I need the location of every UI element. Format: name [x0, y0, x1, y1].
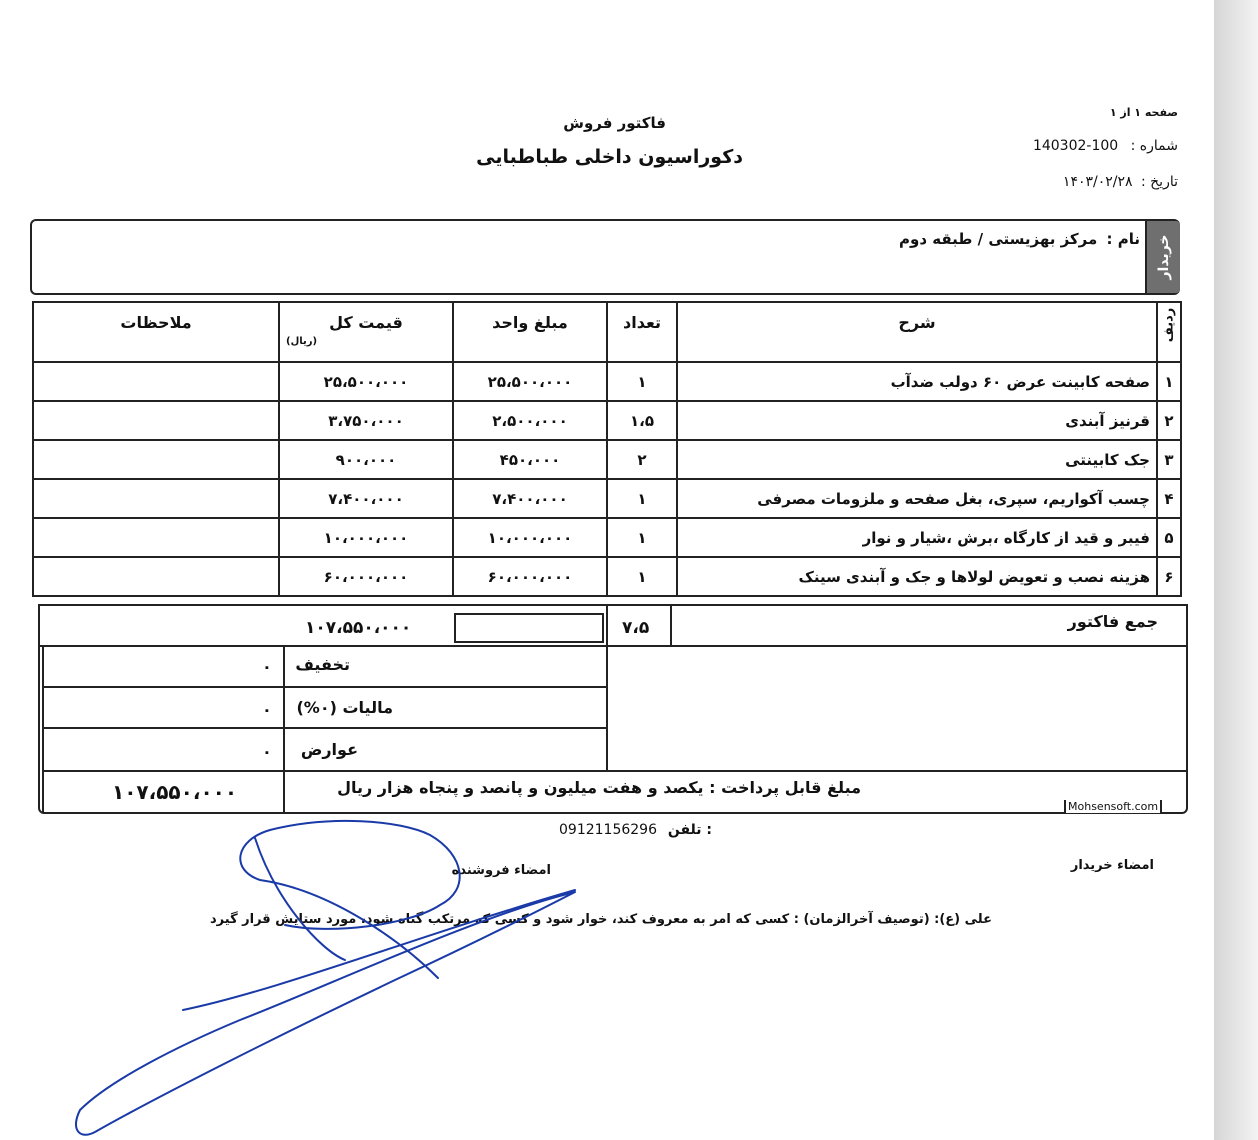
row-description: قرنیز آبندی: [677, 401, 1157, 440]
header-notes: ملاحظات: [33, 302, 279, 362]
buyer-name-value: مرکز بهزیستی / طبقه دوم: [899, 230, 1098, 248]
row-quantity: ۱: [607, 479, 677, 518]
header-row-number: ردیف: [1157, 302, 1181, 362]
duties-value: ۰: [262, 742, 272, 761]
header-unit-price: مبلغ واحد: [453, 302, 607, 362]
phone-value: 09121156296: [559, 822, 657, 838]
row-quantity: ۱،۵: [607, 401, 677, 440]
row-number: ۲: [1157, 401, 1181, 440]
row-number: ۴: [1157, 479, 1181, 518]
header-quantity: تعداد: [607, 302, 677, 362]
software-brand: Mohsensoft.com: [1064, 800, 1162, 813]
header-total-price-label: قیمت کل: [329, 313, 403, 332]
sum-total: ۱۰۷،۵۵۰،۰۰۰: [305, 618, 412, 638]
tax-value: ۰: [262, 700, 272, 719]
discount-value: ۰: [262, 657, 272, 676]
discount-label: تخفیف: [295, 655, 350, 674]
row-total-price: ۲۵،۵۰۰،۰۰۰: [279, 362, 453, 401]
row-total-price: ۱۰،۰۰۰،۰۰۰: [279, 518, 453, 557]
row-unit-price: ۶۰،۰۰۰،۰۰۰: [453, 557, 607, 596]
row-unit-price: ۷،۴۰۰،۰۰۰: [453, 479, 607, 518]
page-number: صفحه ۱ از ۱: [1109, 106, 1178, 119]
row-description: جک کابینتی: [677, 440, 1157, 479]
row-unit-price: ۴۵۰،۰۰۰: [453, 440, 607, 479]
row-quantity: ۱: [607, 362, 677, 401]
row-description: صفحه کابینت عرض ۶۰ دولب ضدآب: [677, 362, 1157, 401]
tax-label: مالیات (۰%): [296, 698, 393, 717]
row-number: ۵: [1157, 518, 1181, 557]
duties-label: عوارض: [300, 740, 358, 759]
invoice-number-label: شماره :: [1130, 138, 1178, 154]
invoice-number-value: 100-140302: [1032, 138, 1119, 154]
row-total-price: ۳،۷۵۰،۰۰۰: [279, 401, 453, 440]
footer-quote: علی (ع): (توصیف آخرالزمان) : کسی که امر به معروف کند، خوار شود و کسی که مرتکب گناه شود، مورد ستایش قرار گیرد: [210, 912, 992, 927]
invoice-date-value: ۱۴۰۳/۰۲/۲۸: [1062, 174, 1133, 190]
row-number: ۶: [1157, 557, 1181, 596]
row-quantity: ۱: [607, 518, 677, 557]
row-description: هزینه نصب و تعویض لولاها و جک و آبندی سینک: [677, 557, 1157, 596]
row-total-price: ۹۰۰،۰۰۰: [279, 440, 453, 479]
row-unit-price: ۲،۵۰۰،۰۰۰: [453, 401, 607, 440]
row-description: فیبر و قید از کارگاه ،برش ،شیار و نوار: [677, 518, 1157, 557]
invoice-date-label: تاریخ :: [1140, 174, 1178, 190]
row-unit-price: ۲۵،۵۰۰،۰۰۰: [453, 362, 607, 401]
row-unit-price: ۱۰،۰۰۰،۰۰۰: [453, 518, 607, 557]
buyer-name-label: نام :: [1106, 230, 1140, 248]
buyer-signature-label: امضاء خریدار: [1070, 858, 1154, 873]
row-quantity: ۲: [607, 440, 677, 479]
buyer-tab-label: خریدار: [1155, 234, 1172, 280]
company-name: دکوراسیون داخلی طباطبایی: [476, 146, 743, 168]
sum-label: جمع فاکتور: [1067, 612, 1158, 631]
header-description: شرح: [677, 302, 1157, 362]
payable-amount: ۱۰۷،۵۵۰،۰۰۰: [112, 780, 238, 804]
page-edge-shadow: [1214, 0, 1258, 1140]
row-total-price: ۷،۴۰۰،۰۰۰: [279, 479, 453, 518]
row-number: ۳: [1157, 440, 1181, 479]
phone-label: تلفن :: [667, 822, 712, 838]
payable-text: مبلغ قابل پرداخت : یکصد و هفت میلیون و پانصد و پنجاه هزار ریال: [337, 778, 861, 797]
row-description: چسب آکواریم، سپری، بغل صفحه و ملزومات مصرفی: [677, 479, 1157, 518]
row-quantity: ۱: [607, 557, 677, 596]
invoice-title: فاکتور فروش: [563, 114, 666, 132]
row-number: ۱: [1157, 362, 1181, 401]
seller-signature-label: امضاء فروشنده: [451, 863, 551, 878]
header-total-unit: (ریال): [286, 336, 318, 347]
sum-quantity: ۷،۵: [622, 618, 650, 638]
row-total-price: ۶۰،۰۰۰،۰۰۰: [279, 557, 453, 596]
